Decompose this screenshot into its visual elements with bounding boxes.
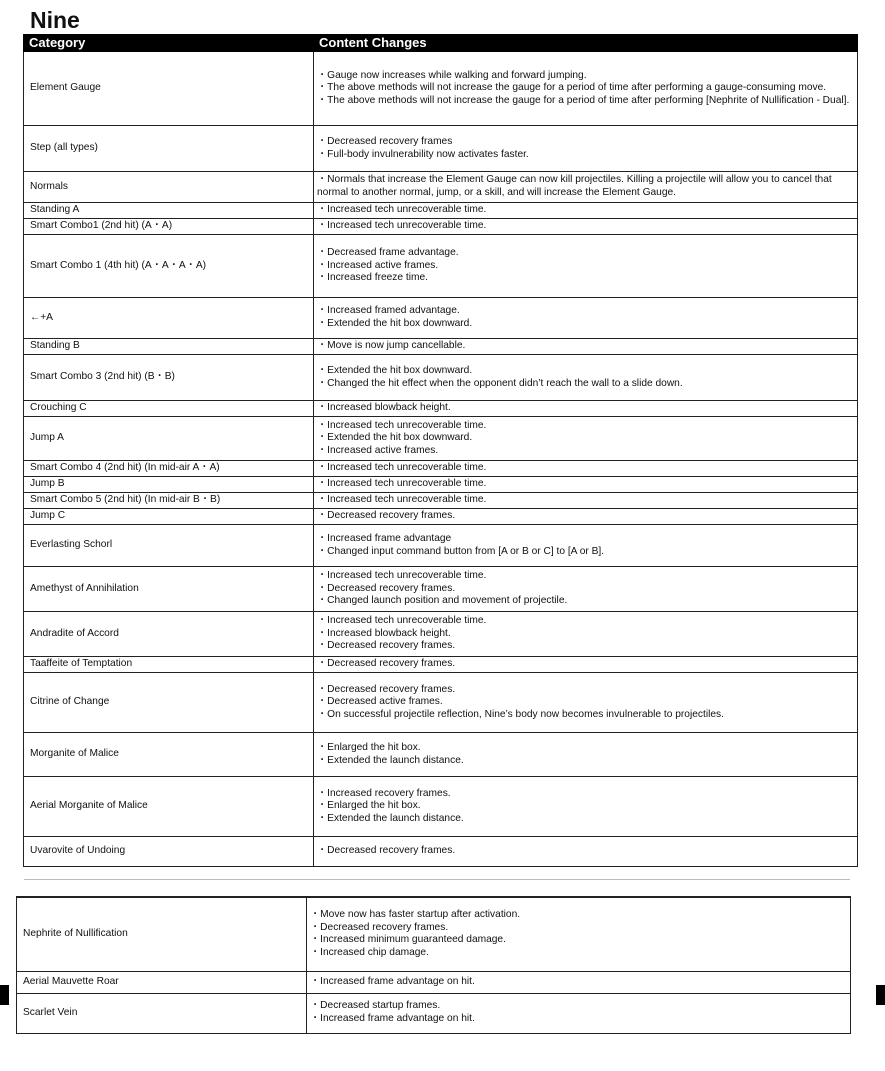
- changes-cell: [307, 993, 851, 1033]
- change-item: ・Increased blowback height.: [317, 627, 451, 639]
- table-row: [24, 567, 858, 612]
- table-row: [24, 203, 858, 219]
- table-row: [24, 235, 858, 298]
- change-item: ・Increased frame advantage on hit.: [310, 975, 475, 987]
- change-item: ・Decreased recovery frames.: [317, 845, 456, 857]
- changes-cell: [314, 509, 858, 525]
- table-row: [24, 525, 858, 567]
- table-row: [24, 219, 858, 235]
- change-item: ・Decreased recovery frames.: [317, 658, 456, 670]
- changes-cell: [307, 897, 851, 971]
- category-cell: Nephrite of Nullification: [17, 897, 307, 971]
- change-item: ・Increased tech unrecoverable time.: [317, 478, 487, 490]
- category-cell: Uvarovite of Undoing: [24, 837, 314, 867]
- category-cell: ←+A: [24, 298, 314, 339]
- category-cell: Jump B: [24, 477, 314, 493]
- changes-cell: [314, 219, 858, 235]
- changes-cell: [314, 298, 858, 339]
- changes-cell: [307, 971, 851, 993]
- table-body: [24, 52, 858, 867]
- changes-cell: [314, 126, 858, 172]
- change-item: ・Decreased frame advantage.: [317, 247, 459, 259]
- category-cell: Everlasting Schorl: [24, 525, 314, 567]
- category-cell: Normals: [24, 172, 314, 203]
- left-edge-marker: [0, 985, 9, 1005]
- changes-table-continued: [16, 896, 851, 1034]
- change-item: ・On successful projectile reflection, Nine’s body now becomes invulnerable to projectiles.: [317, 708, 724, 720]
- category-cell: Smart Combo 1 (4th hit) (A・A・A・A): [24, 235, 314, 298]
- change-item: ・Normals that increase the Element Gauge can now kill projectiles. Killing a projectile will allow you to cancel that normal to another normal, jump, or a skill, and will increase the Element Gauge.: [317, 174, 832, 198]
- table-row: [17, 971, 851, 993]
- change-item: ・Increased tech unrecoverable time.: [317, 462, 487, 474]
- changes-cell: [314, 837, 858, 867]
- table-row: [24, 657, 858, 673]
- change-item: ・Increased framed advantage.: [317, 305, 460, 317]
- change-item: ・Decreased recovery frames.: [317, 582, 456, 594]
- change-item: ・Extended the launch distance.: [317, 754, 464, 766]
- table-row: [24, 355, 858, 401]
- change-item: ・Extended the launch distance.: [317, 812, 464, 824]
- category-cell: Crouching C: [24, 401, 314, 417]
- changes-cell: [314, 657, 858, 673]
- category-cell: Jump C: [24, 509, 314, 525]
- changes-cell: [314, 612, 858, 657]
- changes-cell: [314, 525, 858, 567]
- table-body-continued: [17, 897, 851, 1033]
- table-header-row: [24, 35, 858, 52]
- changes-cell: [314, 417, 858, 461]
- change-item: ・Decreased recovery frames.: [317, 510, 456, 522]
- change-item: ・Decreased recovery frames: [317, 135, 453, 147]
- category-cell: Standing B: [24, 339, 314, 355]
- change-item: ・Increased active frames.: [317, 259, 439, 271]
- change-item: ・Increased tech unrecoverable time.: [317, 570, 487, 582]
- changes-table: [23, 34, 858, 867]
- changes-cell: [314, 235, 858, 298]
- changes-cell: [314, 461, 858, 477]
- change-item: ・Decreased startup frames.: [310, 1000, 441, 1012]
- changes-cell: [314, 477, 858, 493]
- table-row: [24, 52, 858, 126]
- changes-cell: [314, 203, 858, 219]
- change-item: ・Increased recovery frames.: [317, 787, 451, 799]
- change-item: ・Extended the hit box downward.: [317, 364, 473, 376]
- table-row: [24, 477, 858, 493]
- change-item: ・Changed input command button from [A or B or C] to [A or B].: [317, 545, 605, 557]
- category-cell: Taaffeite of Temptation: [24, 657, 314, 673]
- change-item: ・Increased tech unrecoverable time.: [317, 615, 487, 627]
- changes-cell: [314, 52, 858, 126]
- category-cell: Smart Combo 5 (2nd hit) (In mid-air B・B): [24, 493, 314, 509]
- page-title: Nine: [30, 7, 80, 33]
- table-row: [24, 339, 858, 355]
- category-cell: Morganite of Malice: [24, 733, 314, 777]
- change-item: ・Increased blowback height.: [317, 402, 451, 414]
- category-cell: Aerial Morganite of Malice: [24, 777, 314, 837]
- change-item: ・Extended the hit box downward.: [317, 318, 473, 329]
- table-row: [17, 993, 851, 1033]
- change-item: ・Enlarged the hit box.: [317, 800, 421, 812]
- table-row: [24, 493, 858, 509]
- changes-cell: [314, 339, 858, 355]
- changes-cell: [314, 567, 858, 612]
- table-row: [24, 172, 858, 203]
- category-cell: Aerial Mauvette Roar: [17, 971, 307, 993]
- change-item: ・Increased frame advantage: [317, 532, 452, 544]
- category-header: Category: [24, 35, 314, 52]
- category-cell: Andradite of Accord: [24, 612, 314, 657]
- change-item: ・Decreased recovery frames.: [317, 683, 456, 695]
- change-item: ・Increased minimum guaranteed damage.: [310, 934, 506, 946]
- category-cell: Step (all types): [24, 126, 314, 172]
- category-cell: Standing A: [24, 203, 314, 219]
- change-item: ・Decreased recovery frames.: [317, 640, 456, 652]
- change-item: ・Move now has faster startup after activation.: [310, 909, 521, 921]
- category-cell: Citrine of Change: [24, 673, 314, 733]
- table-row: [24, 461, 858, 477]
- content-changes-header: Content Changes: [314, 35, 858, 52]
- table-row: [24, 509, 858, 525]
- category-cell: Scarlet Vein: [17, 993, 307, 1033]
- changes-cell: [314, 172, 858, 203]
- change-item: ・The above methods will not increase the gauge for a period of time after performing [Nephrite of Nullification - Dual].: [317, 94, 850, 106]
- change-item: ・Decreased active frames.: [317, 696, 443, 708]
- table-row: [17, 897, 851, 971]
- table-row: [24, 733, 858, 777]
- change-item: ・Decreased recovery frames.: [310, 921, 449, 933]
- category-cell: Smart Combo 4 (2nd hit) (In mid-air A・A): [24, 461, 314, 477]
- change-item: ・Gauge now increases while walking and forward jumping.: [317, 69, 587, 81]
- changes-cell: [314, 777, 858, 837]
- table-row: [24, 417, 858, 461]
- table-row: [24, 612, 858, 657]
- table-row: [24, 401, 858, 417]
- change-item: ・Increased frame advantage on hit.: [310, 1013, 475, 1024]
- change-item: ・Increased tech unrecoverable time.: [317, 494, 487, 506]
- change-item: ・Increased tech unrecoverable time.: [317, 419, 487, 431]
- category-cell: Smart Combo1 (2nd hit) (A・A): [24, 219, 314, 235]
- changes-cell: [314, 733, 858, 777]
- change-item: ・Enlarged the hit box.: [317, 741, 421, 753]
- change-item: ・Increased tech unrecoverable time.: [317, 220, 487, 232]
- category-cell: Amethyst of Annihilation: [24, 567, 314, 612]
- change-item: ・Changed the hit effect when the opponent didn’t reach the wall to a slide down.: [317, 377, 683, 389]
- table-row: [24, 126, 858, 172]
- changes-cell: [314, 355, 858, 401]
- change-item: ・The above methods will not increase the gauge for a period of time after performing a gauge-consuming move.: [317, 82, 827, 94]
- category-cell: Element Gauge: [24, 52, 314, 126]
- changes-cell: [314, 401, 858, 417]
- change-item: ・Increased tech unrecoverable time.: [317, 204, 487, 216]
- table-row: [24, 298, 858, 339]
- change-item: ・Move is now jump cancellable.: [317, 340, 466, 352]
- change-item: ・Extended the hit box downward.: [317, 432, 473, 444]
- category-cell: Smart Combo 3 (2nd hit) (B・B): [24, 355, 314, 401]
- change-item: ・Full-body invulnerability now activates faster.: [317, 148, 529, 160]
- right-edge-marker: [876, 985, 885, 1005]
- table-row: [24, 673, 858, 733]
- table-row: [24, 777, 858, 837]
- change-item: ・Changed launch position and movement of projectile.: [317, 595, 568, 607]
- table-row: [24, 837, 858, 867]
- change-item: ・Increased chip damage.: [310, 946, 429, 958]
- change-item: ・Increased active frames.: [317, 444, 439, 456]
- page-divider: [24, 879, 850, 880]
- changes-cell: [314, 673, 858, 733]
- change-item: ・Increased freeze time.: [317, 272, 428, 284]
- changes-cell: [314, 493, 858, 509]
- category-cell: Jump A: [24, 417, 314, 461]
